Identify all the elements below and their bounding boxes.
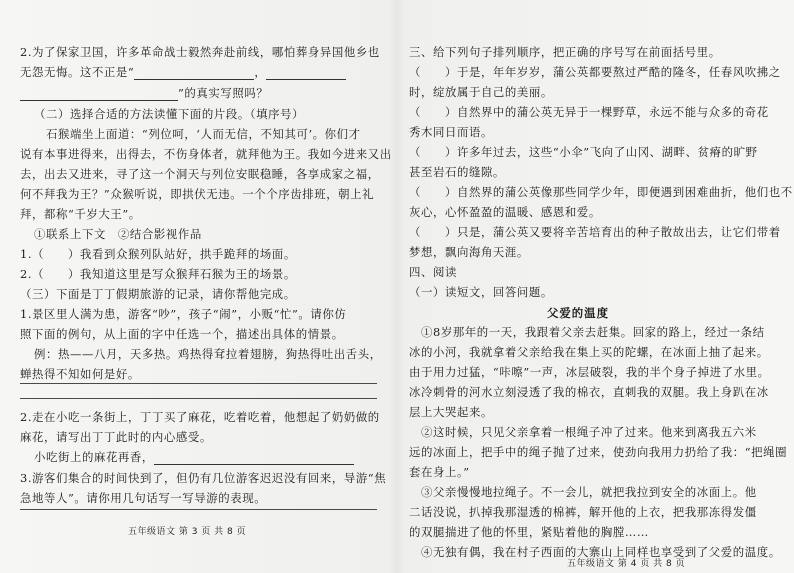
sentence-5-cont: 梦想，飘向海角天涯。 <box>409 245 529 259</box>
question-2-line-3 <box>20 86 268 101</box>
question-2-line-2 <box>20 65 346 80</box>
article-line: 远的冰面上，把手中的绳子抛了过来，使劲向我用力扔给了我：“把绳圈 <box>409 445 788 459</box>
sentence-1-cont: 时，绽放属于自己的美丽。 <box>409 85 553 99</box>
article-line: ①8岁那年的一天，我跟着父亲去赶集。回家的路上，经过一条结 <box>421 325 765 339</box>
section-2-heading: （二）选择合适的方法读懂下面的片段。（填序号） <box>34 107 305 121</box>
question-2-line-1: 2.为了保家卫国，许多革命战士毅然奔赴前线，哪怕葬身异国他乡也 <box>20 45 380 59</box>
sentence-1[interactable]: （ ）于是，年年岁岁，蒲公英都要熬过严酷的隆冬，任春风吹拂之 <box>409 65 781 79</box>
article-title: 父爱的温度 <box>547 306 609 320</box>
task-2-line-2: 麻花，请写出丁丁此时的内心感受。 <box>20 430 212 444</box>
page-footer: 五年级语文 第 4 页 共 8 页 <box>567 559 686 569</box>
article-line: ②这时候，只见父亲拿着一根绳子冲了过来。他来到离我五六米 <box>421 425 757 439</box>
example-line-2: 蝉热得不知如何是好。 <box>20 367 140 381</box>
page-4 <box>397 0 794 573</box>
article-line: 二话没说，扒掉我那湿透的棉裤，解开他的上衣，把我那冻得发僵 <box>409 505 757 519</box>
task-2-prompt <box>34 450 354 465</box>
article-line: 层上大哭起来。 <box>409 405 493 419</box>
task-2-prompt-text: 小吃街上的麻花再香， <box>34 450 154 464</box>
article-line: 冰冷刺骨的河水立刻浸透了我的棉衣，直刺我的双腿。我上身趴在冰 <box>409 385 769 399</box>
passage-line: 石猴端坐上面道：“列位呵，‘人而无信，不知其可’。你们才 <box>46 127 361 141</box>
statement-1[interactable]: 1.（ ）我看到众猴列队站好，拱手跪拜的场面。 <box>20 247 296 261</box>
page-footer: 五年级语文 第 3 页 共 8 页 <box>128 527 247 537</box>
passage-line: 说有本事进得来，出得去，不伤身体者，就拜他为王。我如今进来又出 <box>20 147 392 161</box>
answer-blank-4[interactable] <box>154 452 354 465</box>
subsection-heading: （一）读短文，回答问题。 <box>409 285 553 299</box>
answer-blank-3[interactable] <box>20 88 178 101</box>
statement-2[interactable]: 2.（ ）我知道这里是写众猴拜石猴为王的场景。 <box>20 267 296 281</box>
answer-line[interactable] <box>20 398 377 399</box>
sentence-2-cont: 秀木同日而语。 <box>409 125 493 139</box>
section-3-heading: （三）下面是丁丁假期旅游的记录，请你帮他完成。 <box>20 287 296 301</box>
sentence-4[interactable]: （ ）自然界的蒲公英像那些同学少年，即便遇到困难曲折，他们也不 <box>409 185 793 199</box>
sentence-3-cont: 甚至岩石的缝隙。 <box>409 165 505 179</box>
question-2-end: ”的真实写照吗？ <box>178 86 269 100</box>
sentence-3[interactable]: （ ）许多年过去，这些“小伞”飞向了山冈、湖畔、贫瘠的旷野 <box>409 145 758 159</box>
method-options: ①联系上下文 ②结合影视作品 <box>34 227 202 241</box>
article-line: 由于用力过猛，“咔嚓”一声，冰层破裂，我的半个身子掉进了水里。 <box>409 365 770 379</box>
sentence-2[interactable]: （ ）自然界中的蒲公英无异于一棵野草，永远不能与众多的奇花 <box>409 105 769 119</box>
article-line: 冰的小河，我就拿着父亲给我在集上买的陀螺，在冰面上抽了起来。 <box>409 345 769 359</box>
task-3-line-2: 急地等人”。请你用几句话写一写导游的表现。 <box>20 491 267 505</box>
passage-line: 拜，都称“千岁大王”。 <box>20 207 141 221</box>
task-1-line-2: 照下面的例句，从上面的字中任选一个，描述出具体的情景。 <box>20 327 344 341</box>
task-2-line-1: 2.走在小吃一条街上，丁丁买了麻花，吃着吃着，他想起了奶奶做的 <box>20 410 380 424</box>
answer-line[interactable] <box>20 509 377 510</box>
sentence-5[interactable]: （ ）只是，蒲公英又要将辛苦培育出的种子散故出去，让它们带着 <box>409 225 781 239</box>
task-3-line-1: 3.游客们集合的时间快到了，但仍有几位游客迟迟没有回来，导游“焦 <box>20 471 387 485</box>
article-line: ④无独有偶，我在村子西面的大寨山上同样也享受到了父爱的温度。 <box>421 545 781 559</box>
article-line-end: 度。 <box>756 545 781 559</box>
answer-blank-2[interactable] <box>266 67 346 80</box>
section-4-heading: 四、阅读 <box>409 265 457 279</box>
answer-blank-1[interactable] <box>134 67 254 80</box>
comma: ， <box>254 65 267 79</box>
answer-line[interactable] <box>20 383 377 384</box>
task-1-line-1: 1.景区里人满为患，游客“吵”，孩子“闹”，小贩“忙”。请你仿 <box>20 307 347 321</box>
sentence-4-cont: 灰心，心怀盈盈的温暖、感恩和爱。 <box>409 205 601 219</box>
passage-line: 去，出去又进来，寻了这一个洞天与列位安眠稳睡，各享成家之福， <box>20 167 380 181</box>
example-line-1: 例：热——八月，天多热。鸡热得耷拉着翅膀，狗热得吐出舌头， <box>34 347 382 361</box>
article-line: 的双腿揣进了他的怀里，紧贴着他的胸膛…… <box>409 525 649 539</box>
article-line: ③父亲慢慢地拉绳子。不一会儿，就把我拉到安全的冰面上。他 <box>421 485 757 499</box>
section-3-heading: 三、给下列句子排列顺序，把正确的序号写在前面括号里。 <box>409 45 721 59</box>
passage-line: 何不拜我为王？”众猴听说，即拱伏无违。一个个序齿排班，朝上礼 <box>20 187 375 201</box>
question-2-text: 无怨无悔。这不正是“ <box>20 65 135 79</box>
article-line: 套在身上。” <box>409 465 470 479</box>
